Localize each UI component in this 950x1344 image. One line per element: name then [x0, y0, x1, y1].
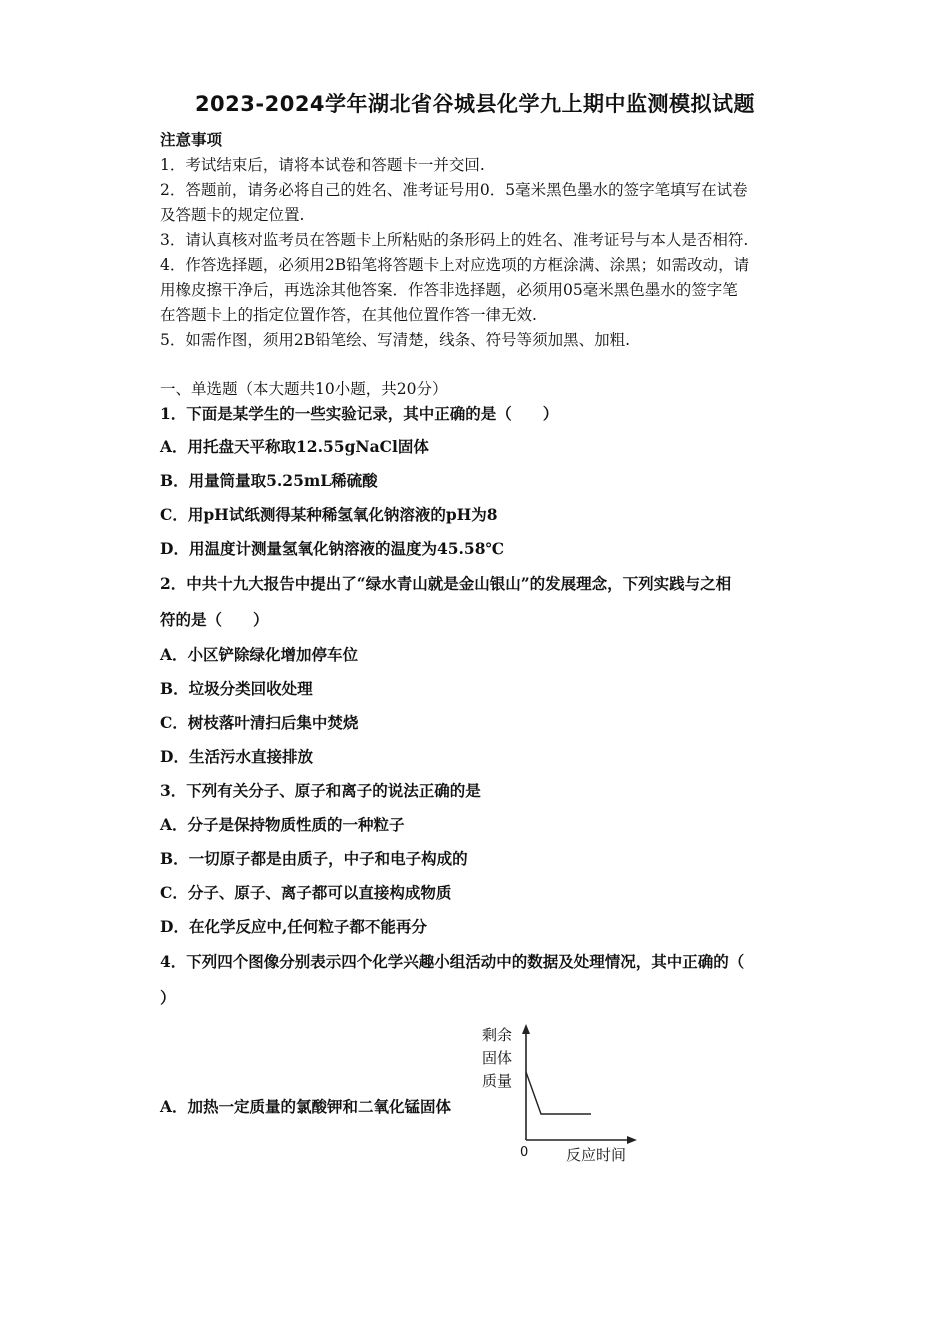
notice-line: 用橡皮擦干净后，再选涂其他答案．作答非选择题，必须用05毫米黑色墨水的签字笔: [160, 281, 738, 299]
question-2-stem: 2．中共十九大报告中提出了“绿水青山就是金山银山”的发展理念，下列实践与之相: [160, 574, 732, 593]
graph-x-arrow: [627, 1136, 637, 1144]
q2-option-b: B．垃圾分类回收处理: [160, 679, 313, 698]
notice-line: 在答题卡上的指定位置作答，在其他位置作答一律无效.: [160, 306, 537, 324]
graph-y-label-3: 质量: [482, 1072, 513, 1090]
graph-origin-label: 0: [520, 1145, 529, 1160]
q1-option-a: A．用托盘天平称取12.55gNaCl固体: [160, 437, 429, 456]
page-title: 2023-2024学年湖北省谷城县化学九上期中监测模拟试题: [194, 92, 756, 116]
question-4-stem-cont: ）: [160, 988, 176, 1007]
notice-heading: 注意事项: [160, 130, 223, 149]
q3-option-c: C．分子、原子、离子都可以直接构成物质: [160, 883, 452, 902]
graph-y-arrow: [522, 1024, 530, 1034]
notice-line: 2．答题前，请务必将自己的姓名、准考证号用0．5毫米黑色墨水的签字笔填写在试卷: [160, 181, 748, 199]
notice-line: 4．作答选择题，必须用2B铅笔将答题卡上对应选项的方框涂满、涂黑；如需改动，请: [160, 256, 750, 274]
q1-option-c: C．用pH试纸测得某种稀氢氧化钠溶液的pH为8: [160, 505, 498, 524]
graph-curve: [526, 1072, 591, 1114]
q3-option-b: B．一切原子都是由质子，中子和电子构成的: [160, 849, 468, 868]
notice-line: 5．如需作图，须用2B铅笔绘、写清楚，线条、符号等须加黑、加粗.: [160, 331, 631, 349]
question-2-stem-cont: 符的是（ ）: [160, 610, 269, 629]
q1-option-d: D．用温度计测量氢氧化钠溶液的温度为45.58℃: [160, 539, 505, 558]
q3-option-a: A．分子是保持物质性质的一种粒子: [160, 815, 405, 834]
graph-y-label-2: 固体: [482, 1049, 513, 1067]
section-heading: 一、单选题（本大题共10小题，共20分）: [160, 380, 448, 398]
graph-x-label: 反应时间: [566, 1146, 627, 1164]
q1-option-b: B．用量筒量取5.25mL稀硫酸: [160, 471, 378, 490]
q3-option-d: D．在化学反应中,任何粒子都不能再分: [160, 917, 427, 936]
notice-line: 3．请认真核对监考员在答题卡上所粘贴的条形码上的姓名、准考证号与本人是否相符.: [160, 231, 749, 249]
q2-option-d: D．生活污水直接排放: [160, 747, 313, 766]
question-1-stem: 1．下面是某学生的一些实验记录，其中正确的是（ ）: [160, 404, 559, 423]
q2-option-c: C．树枝落叶清扫后集中焚烧: [160, 713, 359, 732]
question-4-stem: 4．下列四个图像分别表示四个化学兴趣小组活动中的数据及处理情况，其中正确的（: [160, 952, 745, 971]
notice-line: 及答题卡的规定位置.: [160, 206, 305, 224]
notice-line: 1．考试结束后，请将本试卷和答题卡一并交回.: [160, 156, 485, 174]
q2-option-a: A．小区铲除绿化增加停车位: [160, 645, 359, 664]
reaction-graph: [515, 1020, 645, 1148]
question-3-stem: 3．下列有关分子、原子和离子的说法正确的是: [160, 781, 481, 800]
graph-y-label-1: 剩余: [482, 1026, 513, 1044]
q4-option-a: A．加热一定质量的氯酸钾和二氧化锰固体: [160, 1097, 452, 1116]
